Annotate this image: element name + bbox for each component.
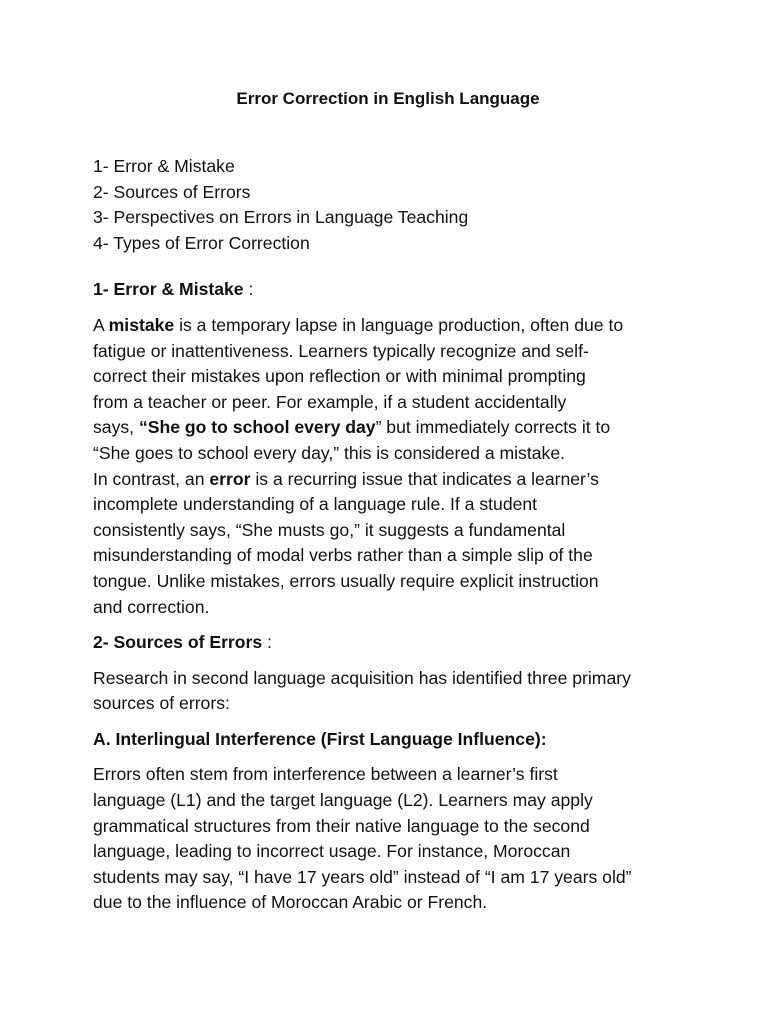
paragraph-error-mistake: [93, 313, 683, 620]
text-line: sources of errors:: [93, 693, 230, 714]
toc-item: 3- Perspectives on Errors in Language Teaching: [93, 207, 469, 228]
paragraph-interlingual: [93, 762, 683, 916]
toc-item: 1- Error & Mistake: [93, 156, 235, 176]
toc-item: 4- Types of Error Correction: [93, 232, 310, 253]
section-heading-text: 1- Error & Mistake: [93, 279, 244, 300]
table-of-contents: [93, 154, 683, 256]
section-heading-suffix: :: [262, 632, 272, 653]
text-line: [93, 313, 683, 339]
text-line: “She goes to school every day,” this is considered a mistake.: [93, 442, 565, 463]
text-line: correct their mistakes upon reflection or with minimal prompting: [93, 366, 586, 387]
text-line: grammatical structures from their native language to the second: [93, 815, 590, 836]
text-run: ” but immediately corrects it to: [375, 417, 611, 438]
text-line: Errors often stem from interference between a learner’s first: [93, 764, 558, 785]
bold-quote: “She go to school every day: [138, 417, 376, 438]
section-heading-error-mistake: [93, 277, 683, 303]
text-run: is a temporary lapse in language production, often due to: [174, 314, 624, 335]
text-line: consistently says, “She musts go,” it suggests a fundamental: [93, 519, 566, 540]
text-run: is a recurring issue that indicates a learner’s: [250, 468, 599, 489]
text-line: due to the influence of Moroccan Arabic or French.: [93, 892, 488, 913]
bold-term: error: [209, 468, 251, 489]
section-heading-text: 2- Sources of Errors: [93, 632, 263, 653]
text-run: In contrast, an: [93, 468, 210, 489]
text-line: and correction.: [93, 596, 210, 617]
text-line: [93, 467, 683, 493]
text-line: students may say, “I have 17 years old” instead of “I am 17 years old”: [93, 866, 632, 887]
toc-item: 2- Sources of Errors: [93, 181, 251, 202]
subheading-interlingual: A. Interlingual Interference (First Language Influence):: [93, 728, 547, 749]
bold-term: mistake: [108, 314, 175, 335]
text-line: language, leading to incorrect usage. For instance, Moroccan: [93, 841, 571, 862]
text-line: misunderstanding of modal verbs rather than a simple slip of the: [93, 545, 593, 566]
text-line: Research in second language acquisition has identified three primary: [93, 667, 631, 688]
text-line: incomplete understanding of a language rule. If a student: [93, 494, 538, 515]
text-line: tongue. Unlike mistakes, errors usually require explicit instruction: [93, 570, 599, 591]
text-run: A: [93, 314, 109, 335]
section-heading-suffix: :: [243, 279, 254, 300]
section-heading-sources: [93, 630, 683, 656]
document-page: [93, 86, 683, 926]
text-line: [93, 415, 683, 441]
text-line: from a teacher or peer. For example, if a student accidentally: [93, 391, 567, 412]
text-line: fatigue or inattentiveness. Learners typically recognize and self-: [93, 340, 589, 361]
text-line: language (L1) and the target language (L2). Learners may apply: [93, 790, 593, 811]
text-run: says,: [93, 417, 139, 438]
document-title: Error Correction in English Language: [236, 89, 540, 108]
paragraph-sources-intro: [93, 666, 683, 717]
